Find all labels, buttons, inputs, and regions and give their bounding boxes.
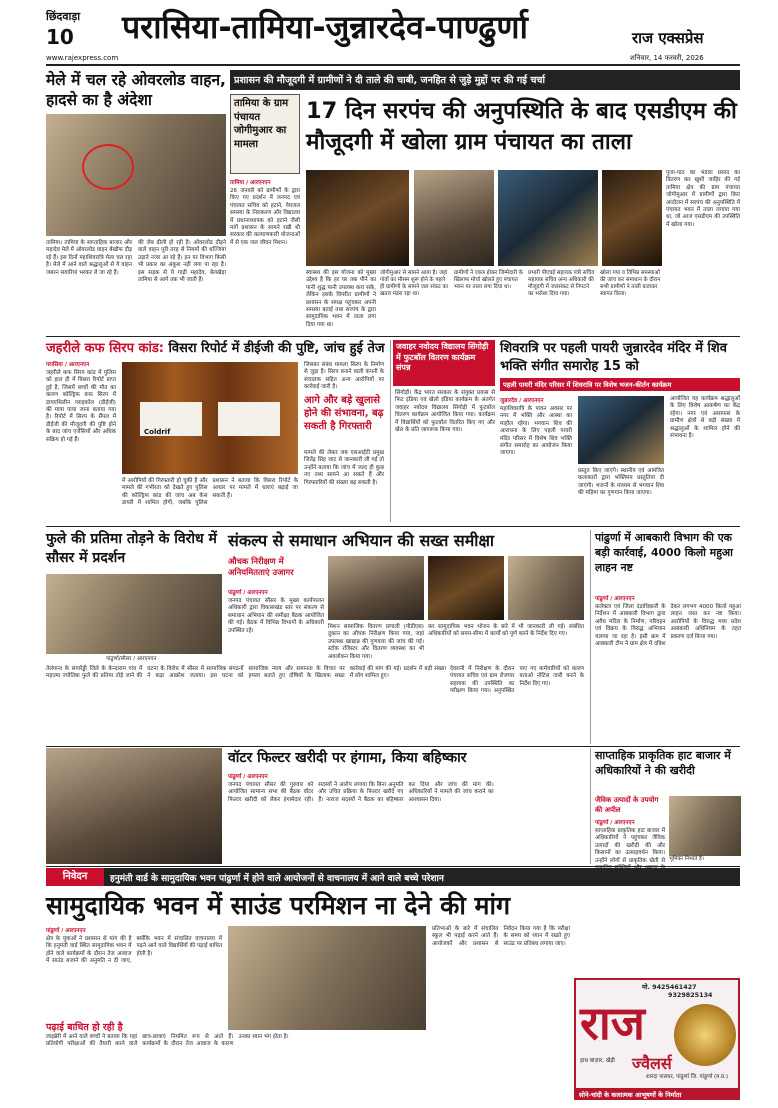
col3: पूजा-पाठ का भंडारा प्रसाद का वितरण कर खुशी जाहिर की गई तामिया क्षेत्र की ग्राम पंचायत जोगीमुआर में ग्रामीणों द्वारा किए आंदोलन में सरपंच की अनुपस्थिति में पंचायत भवन में ताला लगाया गया था, जो आज एसडीएम की उपस्थिति में खोला गया। <box>666 170 740 228</box>
city-label: छिंदवाड़ा <box>46 10 81 23</box>
photo-2 <box>414 170 494 266</box>
col4: मामले की लेकर जब एसआईटी प्रमुख जितेंद्र सिंह जाट से जानकारी ली गई तो उन्होंने बताया कि जांच में जल्द ही कुछ नए तथ्य सामने आ सकते हैं और गिरफ्तारियों की संख्या बढ़ सकती है। <box>304 450 384 486</box>
ad-brand-sub: ज्वैलर्स <box>632 1054 672 1073</box>
headline: साप्ताहिक प्राकृतिक हाट बाजार में अधिकारियों ने की खरीदी <box>595 749 731 777</box>
headline: जवाहर नवोदय विद्यालय सिंगोड़ी में फुटबॉल वितरण कार्यक्रम संपन्न <box>396 342 489 372</box>
issue-date: शनिवार, 14 फरवरी, 2026 <box>630 54 704 62</box>
masthead-rule <box>46 64 740 66</box>
ad-phone-1: मो. 9425461427 <box>642 983 697 991</box>
photo-caption-2: ग्रामीणों ने एकत्र होकर जिम्मेदारी के खिलाफ मोर्चा खोलते हुए पंचायत भवन पर ताला लगा दिया था। <box>454 270 523 290</box>
headline: मेले में चल रहे ओवरलोड वाहन, हादसे का है अंदेशा <box>46 71 226 109</box>
kicker: हनुमंती वार्ड के सामुदायिक भवन पांढुर्णा में होने वाले आयोजनों से वाचनालय में आने वाले बच्चे परेशान <box>110 874 444 884</box>
ad-phone-2: 9329825134 <box>668 991 713 999</box>
col3: कर सामुदायिक भवन भोजन के बारे में भी जानकारी ली गई। संबंधित अधिकारियों को समय-सीमा में कार्यों को पूर्ण करने के निर्देश दिए गए। <box>428 624 584 638</box>
photo-3 <box>498 170 598 266</box>
byline: पांढुर्णा / आरएनएन <box>228 590 268 596</box>
kicker: प्रशासन की मौजूदगी में ग्रामीणों ने दी ताले की चाबी, जनहित से जुड़े मुद्दों पर की गई चर्चा <box>234 75 546 86</box>
col3: जिसका संबंध मामला सिरप के निर्माण से जुड़ा है। सिरप बनाने वाली कंपनी के संचालक सहित अन्य आरोपियों पर कार्रवाई जारी है। <box>304 362 384 391</box>
byline: पांढुर्णा / आरएनएन <box>46 928 86 934</box>
sub-head: जैविक उत्पादों के उपयोग की अपील <box>595 796 659 814</box>
photo-protest <box>46 574 222 654</box>
highlight-circle <box>82 144 134 190</box>
byline: परासिया / आरएनएन <box>46 362 90 368</box>
headline: फुले की प्रतिमा तोड़ने के विरोध में सौसर में प्रदर्शन <box>46 531 217 566</box>
col2: प्रस्तुत किए जाएंगे। स्थानीय एवं आमंत्रित कलाकारों द्वारा भक्तिमय प्रस्तुतियां दी जाएंगी। भजनों के माध्यम से भगवान शिव की महिमा का गुणगान किया जाएगा। <box>578 468 664 497</box>
kicker-bar <box>230 70 740 90</box>
photo-meeting-1 <box>328 556 424 620</box>
photo-meeting-3 <box>508 556 584 620</box>
photo-1 <box>306 170 409 266</box>
sub-head: पढ़ाई बाधित हो रही है <box>46 1022 123 1033</box>
story-sankalp-review <box>228 530 584 662</box>
kicker-bar <box>46 868 740 886</box>
masthead <box>0 0 778 66</box>
bottle-brand: Coldrif <box>144 428 171 436</box>
side-head: तामिया के ग्राम पंचायत जोगीमुआर का मामला <box>234 98 289 150</box>
photo-overload <box>46 114 226 236</box>
body: सिंगोड़ी। केंद्र भारत सरकार के संयुक्त प्रयास से फिट इंडिया एवं खेलो इंडिया कार्यक्रम के अंतर्गत जवाहर नवोदय विद्यालय सिंगोड़ी में फुटबॉल वितरण कार्यक्रम आयोजित किया गया। कार्यक्रम में विद्यार्थियों को फुटबॉल वितरित किए गए और खेल के प्रति जागरूक किया गया। <box>395 390 495 434</box>
story-overload-vehicles <box>46 70 226 332</box>
body: जनपद पंचायत सौसर की गुरुवार को आयोजित सामान्य सभा की बैठक वॉटर फिल्टर खरीदी को लेकर हंगामेदार रही। सदस्यों ने आरोप लगाया कि बिना अनुमति और उचित प्रक्रिया के फिल्टर खरीदे गए हैं। नाराज सदस्यों ने बैठक का बहिष्कार कर दिया और जांच की मांग की। अधिकारियों ने मामले की जांच कराने का आश्वासन दिया। <box>228 782 494 803</box>
caption: तामिया। तामिया के साप्ताहिक बाजार और महादेव मेले में ओवरलोड वाहन बेखौफ दौड़ रहे हैं। इस दिनों महाशिवरात्रि मेला चल रहा है। मेले में आने वाले श्रद्धालुओं से ये वाहन जबरन सवारियां भरकर ले जा रहे हैं। <box>46 240 132 276</box>
headline-red: जहरीले कफ सिरप कांड: <box>46 341 164 356</box>
bottle-label-2 <box>218 402 280 436</box>
headline-box <box>393 340 495 386</box>
ad-tagline: सोने-चांदी के कलात्मक आभूषणों के निर्माता <box>579 1091 682 1099</box>
story-navodaya-football <box>390 340 494 522</box>
byline: जुन्नारदेव / आरएनएन <box>500 398 544 404</box>
body: कलेक्टर एवं जिला दंडाधिकारी के निर्देशन में आबकारी विभाग द्वारा अवैध मदिरा के निर्माण, परिवहन एवं विक्रय के विरुद्ध अभियान चलाया जा रहा है। इसी क्रम में आबकारी टीम ने ग्राम क्षेत्र में दबिश देकर लगभग 4000 किलो महुआ लाहन जब्त कर नष्ट किया। आरोपियों के विरुद्ध मध्य प्रदेश आबकारी अधिनियम के तहत प्रकरण दर्ज किया गया। <box>595 604 741 648</box>
headline: शिवरात्रि पर पहली पायरी जुन्नारदेव मंदिर में शिव भक्ति संगीत समारोह 15 को <box>500 341 727 374</box>
col1: क्षेत्र के युवाओं ने प्रशासन से मांग की है कि हनुमंती वार्ड स्थित सामुदायिक भवन में होने वाले कार्यक्रमों के दौरान तेज आवाज में साउंड बजाने की अनुमति न दी जाए, क्योंकि भवन में संचालित वाचनालय में पढ़ने आने वाले विद्यार्थियों की पढ़ाई बाधित होती है। <box>46 936 223 965</box>
kicker-bar <box>500 378 740 391</box>
ad-addr-1: हाथ बाज़ार, खेड़ी <box>580 1058 615 1064</box>
photo-temple <box>578 396 664 464</box>
page-number: 10 <box>46 25 74 49</box>
body: की जेब ढीली हो रही है। ओवरलोड दौड़ने वाले वाहन पूरी तरह से नियमों की धज्जियां उड़ाते नजर आ रहे हैं। इन पर विभाग किसी भी प्रकार का अंकुश नहीं लगा पा रहा है। इस सड़क से ये गाड़ी महादेव, बेलखेड़ा तामिया से आगे तक भी जाती हैं। <box>138 240 226 284</box>
headline-black: विसरा रिपोर्ट में डीईजी की पुष्टि, जांच हुई तेज <box>168 341 385 356</box>
photo-caption-1: जोगीमुआर से सामने आया है। जहां गांवों का मौसम शुरू होने के पहले ही ग्रामीणों के सामने जल संकट का खतरा मंडरा रहा था। <box>380 270 448 297</box>
photo-caption: भूमिका निभाते हैं। <box>669 856 704 862</box>
story-water-filter <box>228 748 584 864</box>
story-organic-market <box>590 748 740 864</box>
photo-4 <box>602 170 662 266</box>
photo-caption-4: खोला गया व विभिन्न समस्याओं की जांच कर समाधान के दौरान सभी ग्रामीणों ने ताली बजाकर स्वागत किया। <box>600 270 661 297</box>
headline: सामुदायिक भवन में साउंड परमिशन ना देने की मांग <box>46 891 511 920</box>
headline: संकल्प से समाधान अभियान की सख्त समीक्षा <box>228 531 495 550</box>
photo-water-filter <box>46 748 222 864</box>
divider <box>46 526 740 527</box>
byline: तामिया / आरएनएन <box>230 180 271 186</box>
sub-head: औचक निरीक्षण में अनियमितताएं उजागर <box>228 556 294 577</box>
nivedan-label: निवेदन <box>46 868 104 886</box>
masthead-title: परासिया-तामिया-जुन्नारदेव-पाण्ढुर्णा <box>122 8 528 46</box>
photo-caption: पांढुर्णा/सौसर / आरएनएन <box>106 656 157 662</box>
headline: 17 दिन सरपंच की अनुपस्थिति के बाद एसडीएम की मौजूदगी में खोला ग्राम पंचायत का ताला <box>306 98 737 155</box>
headline: वॉटर फिल्टर खरीदी पर हंगामा, किया बहिष्कार <box>228 750 467 766</box>
story-gram-panchayat <box>230 70 740 332</box>
kicker: पहली पायरी मंदिर परिसर में शिवरात्रि पर विशेष भजन-कीर्तन कार्यक्रम <box>503 381 672 389</box>
divider <box>46 866 740 867</box>
col2: मिशन सामाजिक वितरण प्रणाली (पीडीएस) दुकान का औचक निरीक्षण किया गया, जहां उपलब्ध खाद्यान्न की गुणवत्ता की जांच की गई। स्टॉक रजिस्टर और वितरण व्यवस्था का भी अवलोकन किया गया। <box>328 624 424 660</box>
website[interactable]: www.rajexpress.com <box>46 54 119 62</box>
col2: स्वास्थ्य की इस योजना को मुख्य उद्देश्य है कि हर घर तक पीने का पानी शुद्ध पानी उपलब्ध करा सके, लेकिन इसके विपरीत ग्रामीणों ने प्रशासन के समक्ष पहुंचकर अपनी समस्या बताई तथा सरपंच के द्वारा सामुदायिक भवन में ताला लगा दिया गया था। <box>306 270 376 328</box>
photo-caption-3: प्रभारी पीएचई सहायक यंत्री सचिव सहायक सचिव अन्य अधिकारी की मौजूदगी में जलसंकट से निपटने का भरोसा दिया गया। <box>528 270 595 297</box>
photo-memorandum <box>228 926 426 1030</box>
byline: पांढुर्णा / आरएनएन <box>595 820 635 826</box>
ad-brand: राज <box>580 996 645 1050</box>
body: साप्ताहिक प्राकृतिक हाट बाजार में अधिकारियों ने पहुंचकर जैविक उत्पादों की खरीदी की और किसानों का उत्साहवर्धन किया। उन्होंने लोगों से प्राकृतिक खेती से <box>595 828 665 864</box>
story-shivratri <box>500 340 740 522</box>
byline: पांढुर्णा / आरएनएन <box>228 774 268 780</box>
headline: पांढुर्णा में आबकारी विभाग की एक बड़ी कार्रवाई, 4000 किलो महुआ लाहन नष्ट <box>595 531 733 574</box>
ad-raj-jewellers[interactable] <box>574 978 740 1100</box>
brand-name: राज एक्सप्रेस <box>632 29 704 47</box>
photo-syrup-bottles <box>122 362 298 474</box>
divider <box>46 746 740 747</box>
col1: 26 जनवरी को ग्रामीणों के द्वारा किए गए प्रदर्शन में जनपद एवं पंचायत सचिव को हटाने, पेयजल समस्या के निराकरण और विद्यालय में प्रधानाध्यापक को हटाने जैसी मांगें प्रशासन के सामने रखी थी सरकार की कल्याणकारी योजनाओं में से एक जल जीवन मिशन। <box>230 188 300 246</box>
phule-body: तेलंगाना के संगारेड्डी जिले के केन्दाराम गांव में महात्मा ज्योतिबा फुले की प्रतिमा तोड़े जाने की घटना के विरोध में सौसर में सामाजिक संगठनों ने कड़ा आक्रोश जताया। इस घटना को सामाजिक न्याय और समानता के विचार पर हमला बताते हुए दोषियों के खिलाफ सख्त कार्रवाई की मांग की गई। प्रदर्शन में बड़ी संख्या में लोग शामिल हुए। <box>46 666 446 680</box>
col1: जनपद पंचायत सौसर के मुख्य कार्यपालन अधिकारी द्वारा विकासखंड स्तर पर संकल्प से समाधान अभियान की समीक्षा बैठक आयोजित की गई। बैठक में विभिन्न विभागों के अधिकारी उपस्थित रहे। <box>228 598 324 634</box>
story-excise-raid <box>590 530 740 744</box>
col2: में आरोपियों की गिरफ्तारी हो चुकी है और मामले की गंभीरता को देखते हुए पुलिस की कोल्ड्रिफ कांड की जांच अब केस डायरी में शामिल होगी, जबकि पुलिस प्रशासन ने बताया कि विसरा रिपोर्ट के आधार पर मामले में धाराएं बढ़ाई जा सकती हैं। <box>122 478 298 507</box>
photo-market <box>669 796 741 856</box>
sub-box <box>228 556 324 586</box>
col3: आयोजित यह कार्यक्रम श्रद्धालुओं के लिए विशेष आकर्षण का केंद्र रहेगा। नगर एवं आसपास के ग्रामीण क्षेत्रों से बड़ी संख्या में श्रद्धालुओं के शामिल होने की संभावना है। <box>670 396 740 440</box>
byline: पांढुर्णा / आरएनएन <box>595 596 635 602</box>
divider <box>46 336 740 337</box>
col2: लाइब्रेरी में आने वाले बच्चों ने बताया कि यहां प्रतियोगी परीक्षाओं की तैयारी करने वाले छात्र-छात्राएं नियमित रूप से आते हैं। कार्यक्रमों के दौरान तेज आवाज के कारण उनका ध्यान भंग होता है। <box>46 1034 289 1048</box>
side-head-box <box>230 94 300 174</box>
col1: जहरीले कफ सिरप कांड में पुलिस को हाल ही में विसरा रिपोर्ट प्राप्त हुई है, जिसमें बच्चों की मौत का कारण कोल्ड्रिफ कफ सिरप में डायएथिलीन ग्लाइकॉल (डीईजी) की मात्रा पाया जाना बताया गया है। रिपोर्ट में सिरप के सैंपल में डीईजी की मौजूदगी की पुष्टि होने के बाद जांच एजेंसियों और अधिक सक्रिय हो गई हैं। <box>46 370 116 443</box>
ad-ornament <box>674 1004 736 1066</box>
photo-meeting-2 <box>428 556 504 620</box>
col3: प्रतिभाओं के बारे में संचालित स्कूल भी पढ़ाई करने आते हैं। आयोजकों और प्रशासन से निवेदन किया गया है कि परीक्षा के समय को ध्यान में रखते हुए साउंड पर प्रतिबंध लगाया जाए। <box>432 926 570 947</box>
ad-addr-2: शारदा पालघर, पांढुर्णा जि. पांढुर्णा (म.प्र.) <box>646 1074 728 1080</box>
sub-head: आगे और बड़े खुलासे होने की संभावना, बढ़ सकती है गिरफ्तारी <box>304 395 384 432</box>
ad-tagline-bar <box>576 1088 738 1100</box>
sankalp-col4: देवरानी में निरीक्षण के दौरान पंचायत सचिव एवं ग्राम रोजगार सहायक की उपस्थिति का परीक्षण किया गया। अनुपस्थित पाए गए कर्मचारियों को कारण बताओ नोटिस जारी करने के निर्देश दिए गए। <box>450 666 584 695</box>
col1: महाशिवरात्रि के पावन अवसर पर नगर में भक्ति और आस्था का माहौल रहेगा। भगवान शिव की आराधना के लिए पहली पायरी मंदिर परिसर में विशेष शिव भक्ति संगीत समारोह का आयोजन किया जाएगा। <box>500 406 572 457</box>
